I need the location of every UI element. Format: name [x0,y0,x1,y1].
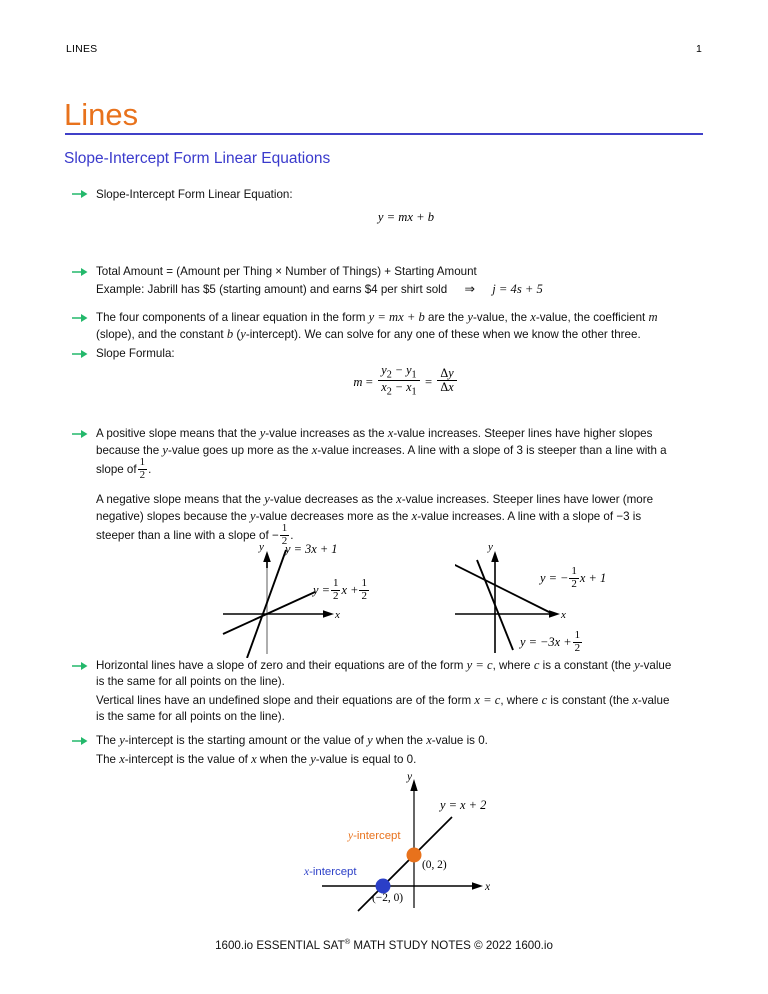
y-intercept-coordinate: (0, 2) [422,859,447,871]
yint-d: -value is 0. [431,734,488,747]
four-components-part4: -value, the coefficient [535,311,649,324]
negative-slope-l2c: -value increases. A line with a slope of −3 is [417,510,642,524]
figure-right-frac1-den: 2 [571,577,577,590]
implies-symbol: ⇒ [464,282,476,296]
positive-slope-fraction [138,457,148,481]
negative-slope-l1b: -value decreases as the [269,493,397,506]
slope-formula-delta-x: Δx [437,380,456,394]
figure-left-frac1-num: 1 [332,577,339,589]
yint-c: when the [372,734,427,747]
green-arrow-icon [72,266,88,278]
slope-formula-fraction-2 [437,367,456,394]
example-equation: j = 4s + 5 [492,282,543,296]
bullet-example [96,281,716,298]
running-head [66,43,702,57]
negative-slope-y1: y [264,492,270,506]
figure-right-frac2-den: 2 [574,641,581,654]
positive-slope-l2b: -value goes up more as the [168,444,312,458]
footer-registered-mark: ® [344,937,351,946]
green-arrow-icon [72,660,88,672]
horizontal-y: y [634,658,640,672]
figure-left-line2-label [313,578,370,602]
green-arrow-icon [72,735,88,747]
figure-right-line2-label [520,630,583,654]
green-arrow-icon [72,428,88,440]
horizontal-l1c: is a constant (the [539,659,635,672]
paragraph-vertical-lines [96,692,731,726]
equation-slope-intercept [96,209,716,225]
vertical-l2: is the same for all points on the line). [96,710,285,724]
horizontal-equation: y = c [466,658,493,672]
slope-formula-label: Slope Formula: [96,347,175,360]
positive-slope-y1: y [259,426,266,440]
four-components-xvar: x [530,310,536,324]
bullet-1-label: Slope-Intercept Form Linear Equation: [96,188,293,201]
bullet-horizontal-lines [96,657,731,691]
four-components-part1: The four components of a linear equation in the form [96,311,369,324]
four-components-b: b [226,327,234,342]
four-components-y2: y [240,327,246,342]
svg-text:y: y [488,541,493,553]
running-head-label: LINES [66,43,98,55]
figure-left-frac-1 [331,578,341,602]
paragraph-x-intercept-definition [96,751,716,768]
x-intercept-label-text: -intercept [309,866,357,878]
y-intercept-dot [407,848,422,863]
negative-slope-x2: x [411,509,418,524]
footer-text-after: MATH STUDY NOTES © 2022 1600.io [350,938,553,952]
figure-left-line2-mid: x + [341,582,359,597]
four-components-part2: are the [424,311,468,324]
positive-slope-l3: slope of [96,462,137,476]
figure-negative-slopes [455,538,635,663]
xint-a: The [96,753,120,766]
slope-formula-delta-y: Δy [440,366,454,381]
negative-slope-period: . [290,528,294,542]
example-text: Example: Jabrill has $5 (starting amount) and earns $4 per shirt sold [96,283,448,296]
horizontal-c: c [533,658,540,672]
vertical-l1d: -value [637,694,670,707]
horizontal-l2: is the same for all points on the line). [96,675,285,689]
four-components-m: m [648,310,658,324]
negative-slope-frac-num: 1 [281,522,288,534]
figure-left-frac1-den: 2 [332,589,339,602]
slope-formula-equals: = [365,374,373,389]
page-number: 1 [695,43,702,55]
xint-x2: x [251,752,257,766]
positive-slope-l2c: -value increases. A line with a slope of 3 is steeper than a line with a [317,444,667,458]
slope-formula-m: m [353,374,363,389]
xint-x: x [119,752,125,766]
xint-d: -value is equal to 0. [315,753,417,766]
footer-text-before: 1600.io ESSENTIAL SAT [215,938,345,952]
positive-slope-frac-num: 1 [139,456,146,468]
figure-left-frac-2 [359,578,369,602]
figure-left-line1-text: y = 3x + 1 [285,542,338,556]
equation-slope-intercept-text: y = mx + b [377,210,435,224]
four-components-part6: ( [233,328,241,342]
negative-slope-l2a: negative) slopes because the [96,510,251,524]
figure-right-line1-tail: x + 1 [579,570,607,585]
page-footer [0,937,768,952]
bullet-four-components [96,309,721,344]
figure-right-line2-lead: y = −3x + [520,634,572,649]
section-heading: Slope-Intercept Form Linear Equations [64,150,331,167]
slope-formula-numerator-1: $y_2 - y_1$ [381,363,417,381]
horizontal-l1a: Horizontal lines have a slope of zero and their equations are of the form [96,659,467,672]
xint-y: y [310,752,316,766]
negative-slope-x1: x [396,492,402,506]
green-arrow-icon [72,348,88,360]
yint-a: The [96,734,120,747]
positive-slope-l1a: A positive slope means that the [96,427,260,440]
negative-slope-y2: y [250,509,256,524]
paragraph-negative-slope [96,491,728,526]
figure-right-line1-lead: y = − [540,570,569,585]
figure-right-frac2-num: 1 [574,629,581,641]
y-intercept-label-text: -intercept [353,830,401,842]
bullet-total-amount [96,264,696,280]
x-intercept-label [304,866,357,878]
negative-slope-l1c: -value increases. Steeper lines have lower (more [401,493,654,506]
positive-slope-l1b: -value increases as the [265,427,388,440]
four-components-equation: y = mx + b [368,310,425,324]
yint-y2: y [367,733,373,747]
title-rule [65,133,703,135]
four-components-part5: (slope), and the constant [96,328,227,342]
positive-slope-l1c: -value increases. Steeper lines have higher slopes [393,427,653,440]
vertical-l1b: , where [500,694,542,707]
total-amount-formula: Total Amount = (Amount per Thing × Number of Things) + Starting Amount [96,265,477,278]
negative-slope-l2b: -value decreases more as the [255,510,412,524]
vertical-l1a: Vertical lines have an undefined slope and their equations are of the form [96,694,475,707]
negative-slope-l3: steeper than a line with a slope of − [96,528,279,542]
positive-slope-x2: x [311,443,318,458]
negative-slope-l1a: A negative slope means that the [96,493,265,506]
figure-intercepts [300,768,530,918]
bullet-slope-intercept-form [96,187,656,203]
positive-slope-y2: y [162,443,168,458]
slope-formula-display [96,364,716,398]
x-intercept-coordinate: (−2, 0) [372,892,404,904]
vertical-equation: x = c [474,693,501,707]
vertical-c: c [541,693,548,707]
bullet-y-intercept-definition [96,732,716,749]
slope-formula-equals-2: = [424,374,433,389]
bullet-slope-formula [96,346,496,362]
slope-formula-fraction-1 [378,364,419,398]
horizontal-l1b: , where [492,659,534,672]
four-components-yvar: y [467,310,473,324]
svg-text:x: x [335,609,340,621]
page-title: Lines [64,97,139,132]
four-components-part3: -value, the [472,311,531,324]
negative-slope-frac-den: 2 [281,534,288,547]
positive-slope-x1: x [387,426,394,440]
figure-left-line2-lead: y = [313,582,330,597]
figure-right-line1-label [540,566,606,590]
yint-y: y [119,733,125,747]
xint-c: when the [256,753,311,766]
positive-slope-line3 [96,457,396,481]
four-components-part7: -intercept). We can solve for any one of these when we know the other three. [245,328,641,342]
figure-intercepts-line-label: y = x + 2 [440,798,487,812]
vertical-l1c: is constant (the [547,694,633,707]
green-arrow-icon [72,312,88,324]
yint-b: -intercept is the starting amount or the value of [124,734,368,747]
slope-formula-denominator-1: $x_2 - x_1$ [378,380,419,397]
figure-right-frac-1 [569,566,579,590]
figure-left-line1-label [285,542,338,557]
bullet-positive-slope [96,425,726,460]
figure-left-frac2-num: 1 [361,577,367,589]
yint-x: x [426,733,432,747]
positive-slope-frac-den: 2 [139,468,146,481]
figure-positive-slopes [215,538,395,658]
svg-text:x: x [485,881,491,893]
positive-slope-l2a: because the [96,444,163,458]
svg-text:y: y [259,541,264,553]
y-intercept-label [348,830,401,842]
vertical-x: x [632,693,638,707]
svg-text:x: x [561,609,566,621]
figure-right-frac-2 [573,630,583,654]
y-intercept-label-var: y [348,830,354,842]
svg-text:y: y [407,771,413,783]
green-arrow-icon [72,188,88,200]
positive-slope-period: . [148,462,152,476]
horizontal-l1d: -value [639,659,672,672]
xint-b: -intercept is the value of [124,753,252,766]
x-intercept-label-var: x [304,866,310,878]
figure-left-frac2-den: 2 [361,589,367,602]
figure-right-frac1-num: 1 [571,565,577,577]
